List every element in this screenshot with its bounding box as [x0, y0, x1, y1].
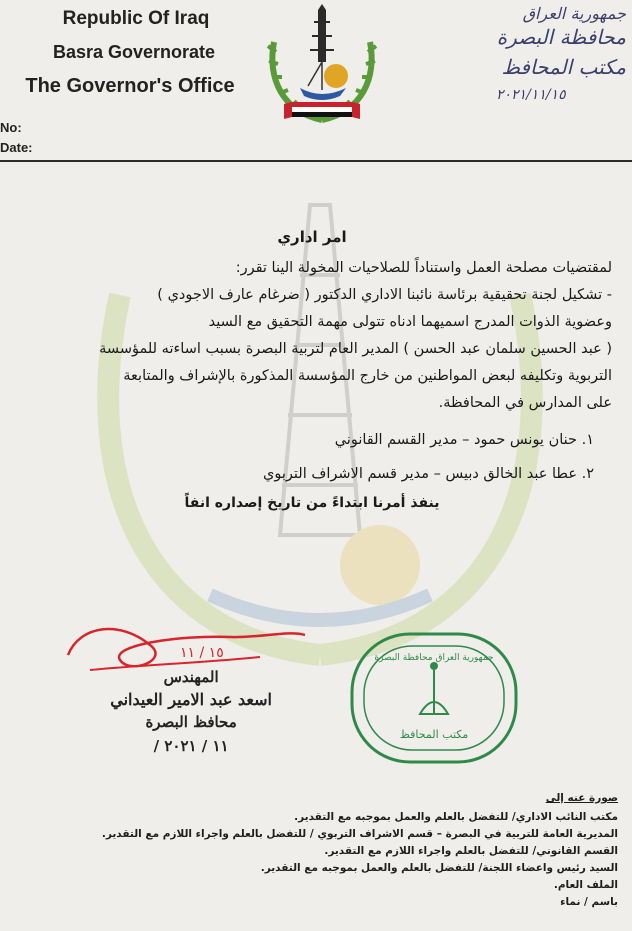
distribution-item: مكتب النائب الاداري/ للتفضل بالعلم والعمل بموجبه مع التقدير. — [294, 811, 618, 823]
stamp-bottom-text: مكتب المحافظ — [399, 728, 469, 741]
paragraph-line: ( عبد الحسين سلمان عبد الحسن ) المدير العام لتربية البصرة بسبب اساءته للمؤسسة — [99, 341, 612, 357]
header-ar-date: ٢٠٢١/١١/١٥ — [496, 87, 566, 103]
signer-position: محافظ البصرة — [145, 713, 237, 731]
paragraph-line: التربوية وتكليفه لبعض المواطنين من خارج المؤسسة المذكورة بالإشراف والمتابعة — [123, 368, 612, 384]
signer-name: اسعد عبد الامير العيداني — [110, 690, 272, 709]
execution-clause: ينفذ أمرنا ابتداءً من تاريخ إصداره انفاً — [184, 495, 440, 511]
number-label: No: — [0, 120, 22, 135]
header-ar-office: مكتب المحافظ — [501, 55, 626, 79]
header-country: Republic Of Iraq — [62, 8, 210, 29]
committee-members — [12, 427, 612, 487]
header-ar-country: جمهورية العراق — [522, 4, 626, 23]
order-paragraph — [12, 282, 612, 417]
distribution-item: باسم / نماء — [560, 896, 618, 908]
member-item: ١. حنان يونس حمود – مدير القسم القانوني — [334, 432, 594, 448]
header-divider — [0, 160, 632, 162]
header-english — [10, 8, 250, 98]
distribution-item: السيد رئيس واعضاء اللجنة/ للتفضل بالعلم والعمل بموجبه مع التقدير. — [260, 862, 618, 874]
stamp-top-text: جمهورية العراق محافظة البصرة — [374, 653, 494, 663]
signer-title: المهندس — [163, 668, 219, 686]
paragraph-line: - تشكيل لجنة تحقيقية برئاسة نائبنا الاداري الدكتور ( ضرغام عارف الاجودي ) — [157, 287, 612, 303]
distribution-heading: صورة عنه إلى — [545, 792, 618, 804]
order-body — [12, 228, 612, 511]
distribution-item: المديرية العامة للتربية في البصرة – قسم الاشراف التربوي / للتفضل بالعلم واجراء اللازم مع التقدير. — [101, 828, 618, 840]
handwritten-date: ١٥ / ١١ — [180, 645, 224, 661]
basra-governorate-emblem-icon — [262, 2, 382, 132]
header-office: The Governor's Office — [25, 75, 235, 97]
signature-date: / ١١ / ٢٠٢١ — [153, 737, 229, 755]
paragraph-line: على المدارس في المحافظة. — [438, 395, 612, 411]
date-label: Date: — [0, 140, 33, 155]
distribution-item: الملف العام. — [553, 879, 618, 891]
header-governorate: Basra Governorate — [52, 42, 216, 62]
signature-block — [110, 668, 272, 755]
distribution-list — [8, 790, 618, 911]
member-item: ٢. عطا عبد الخالق دبيس – مدير قسم الاشراف التربوي — [263, 466, 594, 482]
order-title: امر اداري — [277, 228, 347, 246]
header-ar-governorate: محافظة البصرة — [496, 25, 626, 49]
header-meta — [0, 118, 33, 158]
distribution-item: القسم القانوني/ للتفضل بالعلم واجراء اللازم مع التقدير. — [324, 845, 618, 857]
order-intro: لمقتضيات مصلحة العمل واستناداً للصلاحيات المخولة الينا تقرر: — [235, 260, 612, 276]
official-stamp-icon — [348, 630, 520, 766]
header-arabic — [476, 4, 626, 103]
paragraph-line: وعضوية الذوات المدرج اسميهما ادناه تتولى مهمة التحقيق مع السيد — [208, 314, 612, 330]
